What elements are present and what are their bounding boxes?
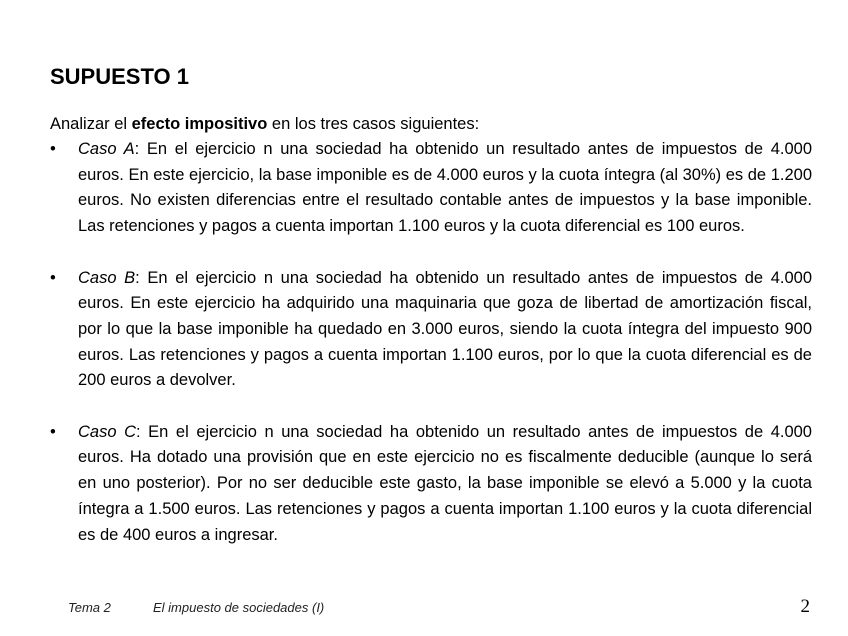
bullet-icon: • — [50, 140, 56, 158]
page-number: 2 — [800, 596, 810, 617]
case-b — [50, 266, 812, 395]
footer-subject: El impuesto de sociedades (I) — [153, 600, 325, 615]
case-b-name: Caso B — [78, 268, 136, 287]
case-b-text: : En el ejercicio n una sociedad ha obtenido un resultado antes de impuestos de 4.000 euros. En este ejercicio ha adquirido una maquinaria que goza de libertad de amortización fiscal, por lo que la base imponible ha quedado en 3.000 euros, siendo la cuota íntegra del impuesto 900 euros. Las retenciones y pagos a cuenta importan 1.100 euros, por lo que la cuota diferencial es de 200 euros a devolver. — [78, 268, 813, 390]
footer-topic: Tema 2 — [68, 600, 111, 615]
case-c — [50, 420, 812, 549]
bullet-icon: • — [50, 268, 56, 287]
intro-bold: efecto impositivo — [131, 115, 268, 133]
intro-prefix: Analizar el — [50, 115, 132, 133]
intro-paragraph — [50, 113, 479, 135]
intro-suffix: en los tres casos siguientes: — [267, 115, 480, 133]
case-a-name: Caso A — [78, 140, 135, 158]
bullet-icon: • — [50, 422, 56, 441]
case-list — [50, 137, 812, 548]
case-c-name: Caso C — [78, 422, 137, 441]
case-a-text: : En el ejercicio n una sociedad ha obtenido un resultado antes de impuestos de 4.000 euros. En este ejercicio, la base imponible es de 4.000 euros y la cuota íntegra (al 30%) es de 1.200 euros. No existen diferencias entre el resultado contable antes de impuestos y la base imponible. Las retenciones y pagos a cuenta importan 1.100 euros y la cuota diferencial es 100 euros. — [78, 140, 812, 236]
slide-title: SUPUESTO 1 — [50, 64, 189, 89]
case-c-text: : En el ejercicio n una sociedad ha obtenido un resultado antes de impuestos de 4.000 euros. Ha dotado una provisión que en este ejercicio no es fiscalmente deducible (aunque lo será en uno posterior). Por no ser deducible este gasto, la base imponible se elevó a 5.000 y la cuota íntegra a 1.500 euros. Las retenciones y pagos a cuenta importan 1.100 euros y la cuota diferencial es de 400 euros a ingresar. — [78, 422, 812, 544]
case-a — [50, 137, 812, 240]
